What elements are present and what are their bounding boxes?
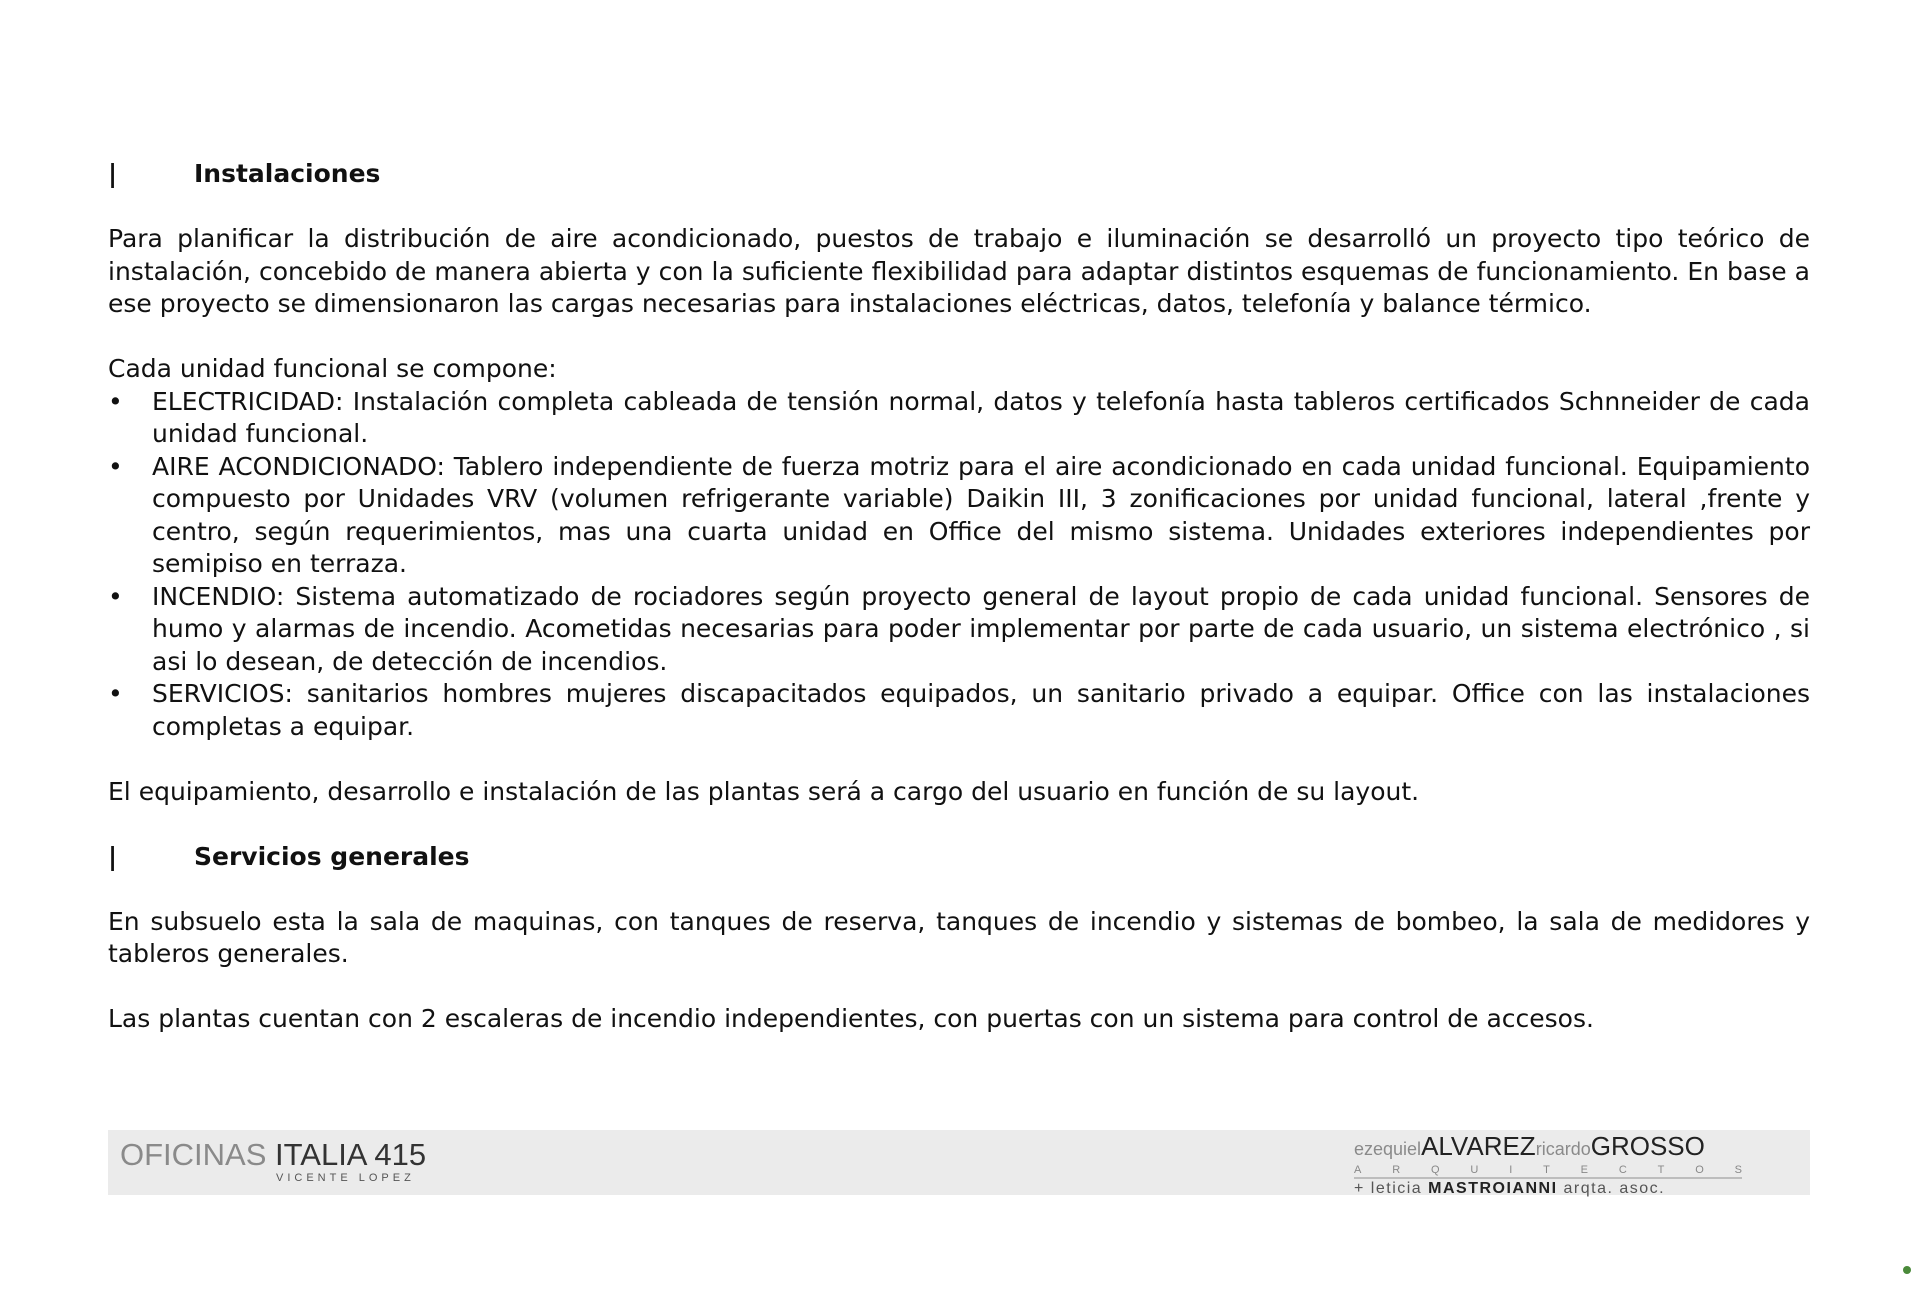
green-dot-icon — [1903, 1266, 1911, 1274]
logo-arqta: arqta. asoc. — [1563, 1180, 1666, 1197]
architects-logo — [1354, 1131, 1744, 1199]
list-item-text: INCENDIO: Sistema automatizado de rociadores según proyecto general de layout propio de cada unidad funcional. Sensores de humo y alarmas de incendio. Acometidas necesarias para poder implementar por parte de cada usuario, un sistema electrónico , si asi lo desean, de detección de incendios. — [152, 581, 1810, 676]
logo-italia: ITALIA 415 — [275, 1137, 427, 1172]
arq-letter: O — [1695, 1164, 1704, 1176]
arq-letter: U — [1470, 1164, 1479, 1176]
logo-associate — [1354, 1179, 1744, 1199]
list-item — [108, 678, 1810, 743]
logo-location: VICENTE LOPEZ — [276, 1172, 415, 1184]
heading-title: Servicios generales — [194, 841, 470, 871]
logo-leticia: + leticia — [1354, 1180, 1423, 1197]
list-item — [108, 451, 1810, 581]
document-body — [108, 158, 1810, 1036]
arq-letter: C — [1618, 1164, 1627, 1176]
bullet-icon: • — [108, 386, 123, 416]
section-heading-servicios — [108, 841, 1810, 874]
logo-ezequiel: ezequiel — [1354, 1139, 1422, 1159]
heading-title: Instalaciones — [194, 159, 381, 188]
bullet-icon: • — [108, 679, 123, 708]
bullet-icon: • — [108, 581, 123, 611]
arq-letter: T — [1657, 1164, 1665, 1176]
arq-letter: T — [1543, 1164, 1550, 1176]
paragraph-subsuelo: En subsuelo esta la sala de maquinas, con tanques de reserva, tanques de incendio y sistemas de bombeo, la sala de medidores y tableros generales. — [108, 906, 1810, 968]
logo-ricardo: ricardo — [1535, 1139, 1591, 1159]
logo-grosso: GROSSO — [1590, 1131, 1705, 1161]
arq-letter: E — [1580, 1164, 1589, 1176]
paragraph-intro: Para planificar la distribución de aire acondicionado, puestos de trabajo e iluminación se desarrolló un proyecto tipo teórico de instalación, concebido de manera abierta y con la suficiente flexibilidad para adaptar distintos esquemas de funcionamiento. En base a ese proyecto se dimensionaron las cargas necesarias para instalaciones eléctricas, datos, telefonía y balance térmico. — [108, 224, 1810, 318]
arq-letter: S — [1734, 1164, 1742, 1176]
list-intro: Cada unidad funcional se compone: — [108, 354, 557, 383]
paragraph-closing: El equipamiento, desarrollo e instalación de las plantas será a cargo del usuario en función de su layout. — [108, 776, 1420, 806]
list-item — [108, 386, 1810, 451]
bullet-icon: • — [108, 451, 123, 481]
installations-list — [108, 386, 1810, 744]
logo-oficinas: OFICINAS — [120, 1137, 267, 1172]
list-item-text: ELECTRICIDAD: Instalación completa cableada de tensión normal, datos y telefonía hasta tableros certificados Schnneider de cada unidad funcional. — [152, 386, 1810, 448]
section-heading-instalaciones — [108, 158, 1810, 191]
logo-mastroianni: MASTROIANNI — [1428, 1180, 1558, 1197]
arq-letter: R — [1392, 1164, 1401, 1176]
heading-marker: | — [108, 159, 118, 188]
arq-letter: Q — [1430, 1164, 1440, 1176]
logo-arquitectos — [1354, 1164, 1742, 1179]
project-logo — [120, 1137, 427, 1184]
footer-band — [108, 1130, 1810, 1195]
logo-alvarez: ALVAREZ — [1421, 1131, 1536, 1161]
paragraph-escaleras: Las plantas cuentan con 2 escaleras de incendio independientes, con puertas con un sistema para control de accesos. — [108, 1004, 1594, 1033]
list-item-text: AIRE ACONDICIONADO: Tablero independiente de fuerza motriz para el aire acondicionado en cada unidad funcional. Equipamiento compuesto por Unidades VRV (volumen refrigerante variable) Daikin III, 3 zonificaciones por unidad funcional, lateral ,frente y centro, según requerimientos, mas una cuarta unidad en Office del mismo sistema. Unidades exteriores independientes por semipiso en terraza. — [152, 451, 1810, 578]
arq-letter: I — [1509, 1164, 1513, 1176]
list-item-text: SERVICIOS: sanitarios hombres mujeres discapacitados equipados, un sanitario privado a equipar. Office con las instalaciones completas a equipar. — [152, 679, 1810, 741]
arq-letter: A — [1354, 1164, 1362, 1176]
heading-marker: | — [108, 841, 118, 871]
list-item — [108, 581, 1810, 679]
